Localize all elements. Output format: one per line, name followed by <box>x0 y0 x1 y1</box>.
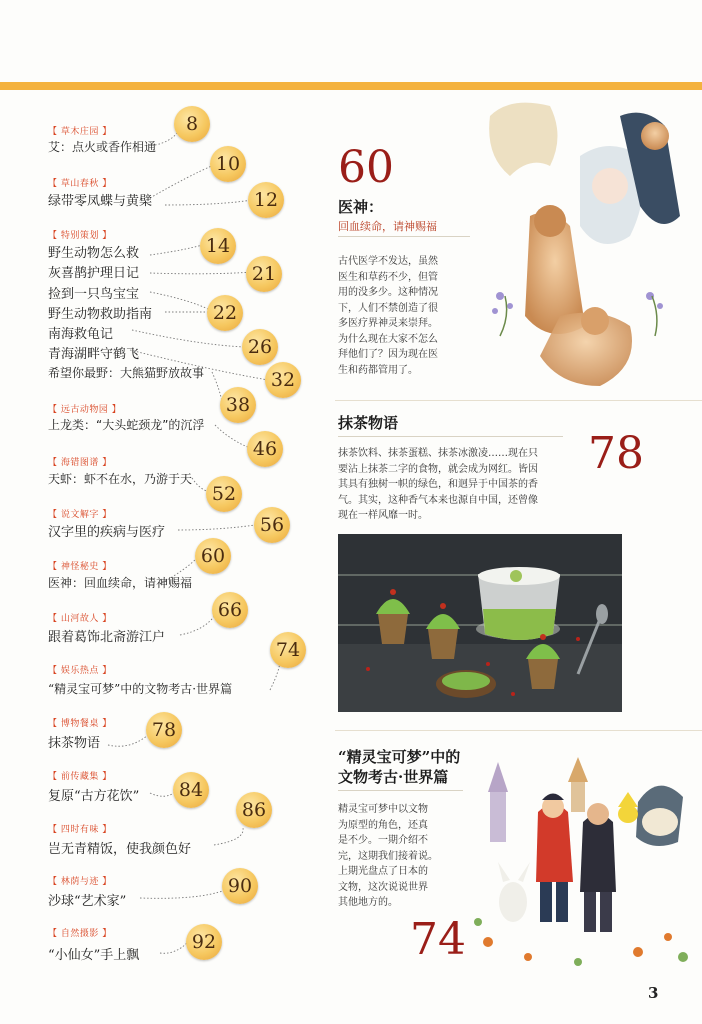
toc-category: 【 博物餐桌 】 <box>48 719 112 729</box>
page-badge[interactable]: 66 <box>212 592 248 628</box>
feature-pokemon-title-line1[interactable]: “精灵宝可梦”中的 <box>338 748 461 766</box>
page-badge[interactable]: 21 <box>246 256 282 292</box>
toc-item[interactable]: “精灵宝可梦”中的文物考古·世界篇 <box>48 682 233 696</box>
divider <box>338 436 563 437</box>
toc-category: 【 山河故人 】 <box>48 614 112 624</box>
toc-category: 【 林荫与迹 】 <box>48 877 112 887</box>
toc-item[interactable]: 沙球“艺术家” <box>48 894 127 909</box>
page-badge[interactable]: 78 <box>146 712 182 748</box>
page-badge[interactable]: 8 <box>174 106 210 142</box>
page-badge[interactable]: 74 <box>270 632 306 668</box>
page-badge[interactable]: 12 <box>248 182 284 218</box>
page-badge[interactable]: 84 <box>173 772 209 808</box>
toc-category: 【 说文解字 】 <box>48 510 112 520</box>
toc-item[interactable]: 绿带零凤蝶与黄檗 <box>48 194 153 209</box>
page-badge[interactable]: 56 <box>254 507 290 543</box>
divider <box>335 400 702 401</box>
page-badge[interactable]: 32 <box>265 362 301 398</box>
page-badge[interactable]: 26 <box>242 329 278 365</box>
feature-pokemon-body: 精灵宝可梦中以文物 为原型的角色，还真 是不少。一期介绍不 完，这期我们接着说。 上期光盘点了日本的 文物，这次说说世界 其他地方的。 <box>338 804 438 908</box>
page-badge[interactable]: 14 <box>200 228 236 264</box>
toc-category: 【 前传藏集 】 <box>48 772 112 782</box>
page-badge[interactable]: 52 <box>206 476 242 512</box>
feature-god-subtitle: 回血续命，请神赐福 <box>338 220 437 233</box>
toc-item[interactable]: 希望你最野：大熊猫野放故事 <box>48 366 205 380</box>
toc-item[interactable]: 抹茶物语 <box>48 736 101 751</box>
toc-category: 【 草木庄园 】 <box>48 127 112 137</box>
toc-category: 【 特别策划 】 <box>48 231 112 241</box>
page-badge[interactable]: 86 <box>236 792 272 828</box>
toc-item[interactable]: 医神：回血续命，请神赐福 <box>48 576 193 590</box>
toc-item[interactable]: 南海救龟记 <box>48 327 114 342</box>
divider <box>338 236 473 237</box>
toc-item[interactable]: 汉字里的疾病与医疗 <box>48 525 166 540</box>
toc-category: 【 四时有味 】 <box>48 825 112 835</box>
matcha-photo <box>338 534 622 712</box>
page-badge[interactable]: 10 <box>210 146 246 182</box>
page-badge[interactable]: 22 <box>207 295 243 331</box>
pokemon-illustration <box>468 752 698 977</box>
toc-item[interactable]: 灰喜鹊护理日记 <box>48 266 140 281</box>
page-number: 3 <box>648 984 659 1002</box>
toc-category: 【 海错图谱 】 <box>48 458 112 468</box>
toc-category: 【 草山春秋 】 <box>48 179 112 189</box>
toc-category: 【 神怪秘史 】 <box>48 562 112 572</box>
page-badge[interactable]: 38 <box>220 387 256 423</box>
toc-item[interactable]: 上龙类：“大头蛇颈龙”的沉浮 <box>48 418 205 432</box>
toc-item[interactable]: 岂无青精饭，使我颜色好 <box>48 842 192 857</box>
toc-category: 【 娱乐热点 】 <box>48 666 112 676</box>
feature-god-body: 古代医学不发达，虽然 医生和草药不少，但管 用的没多少。这种情况 下，人们不禁创造了很 多医疗界神灵来崇拜。 为什么现在大家不怎么 拜他们了？因为现在医 生和药都管用了。 <box>338 256 438 376</box>
feature-matcha-number: 78 <box>588 428 644 479</box>
divider <box>338 790 463 791</box>
toc-item[interactable]: “小仙女”手上飘 <box>48 948 140 963</box>
toc-item[interactable]: 复原“古方花饮” <box>48 789 140 804</box>
feature-pokemon-number: 74 <box>410 914 466 965</box>
toc-item[interactable]: 跟着葛饰北斋游江户 <box>48 630 166 645</box>
toc-item[interactable]: 青海湖畔守鹤飞 <box>48 347 140 362</box>
toc-item[interactable]: 艾：点火或香作相通 <box>48 140 157 154</box>
toc-item[interactable]: 野生动物救助指南 <box>48 307 153 322</box>
toc-item[interactable]: 野生动物怎么救 <box>48 246 140 261</box>
page-badge[interactable]: 90 <box>222 868 258 904</box>
page-badge[interactable]: 92 <box>186 924 222 960</box>
feature-god-number: 60 <box>338 142 394 193</box>
top-accent-bar <box>0 82 702 90</box>
toc-category: 【 远古动物园 】 <box>48 405 122 415</box>
toc-category: 【 自然摄影 】 <box>48 929 112 939</box>
page-badge[interactable]: 60 <box>195 538 231 574</box>
toc-item[interactable]: 捡到一只鸟宝宝 <box>48 287 140 302</box>
divider <box>335 730 702 731</box>
feature-matcha-title[interactable]: 抹茶物语 <box>338 414 399 432</box>
feature-matcha-body: 抹茶饮料、抹茶蛋糕、抹茶冰激凌……现在只 要沾上抹茶二字的食物，就会成为网红。皆因 其具有独树一帜的绿色，和迥异于中国茶的香 气。其实，这种香气本来也源自中国，还曾像 现在一样风靡一时。 <box>338 448 538 521</box>
feature-god-title[interactable]: 医神： <box>338 198 384 216</box>
feature-pokemon-title-line2[interactable]: 文物考古·世界篇 <box>338 768 449 786</box>
toc-item[interactable]: 天虾：虾不在水，乃游于天 <box>48 472 193 486</box>
medical-gods-illustration <box>470 96 695 396</box>
page-badge[interactable]: 46 <box>247 431 283 467</box>
